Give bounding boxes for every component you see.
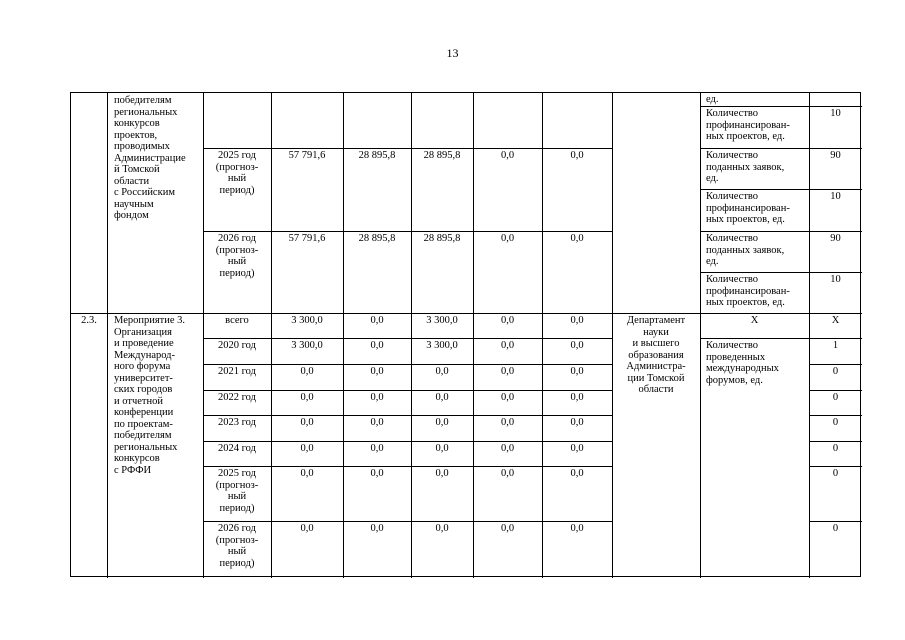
amount-total: 0,0 (300, 468, 314, 479)
indicator-value: 0 (832, 417, 839, 428)
amount-cell: 0,0 (500, 523, 515, 534)
amount-cell: 0,0 (570, 366, 584, 377)
amount-cell: 0,0 (500, 233, 515, 244)
amount-cell: 0,0 (500, 315, 515, 326)
indicator-value: 90 (830, 233, 841, 244)
grid-line-h (700, 338, 862, 339)
grid-line-h (203, 390, 612, 391)
grid-line-h (700, 148, 862, 149)
grid-line-v (809, 93, 810, 578)
grid-line-h (700, 106, 862, 107)
amount-cell: 0,0 (500, 443, 515, 454)
indicator-value: 0 (832, 366, 839, 377)
year-cell: 2023 год (218, 417, 256, 428)
year-cell: 2024 год (218, 443, 256, 454)
executor-cell: Департамент науки и высшего образования Администра- ции Томской области (626, 315, 686, 395)
grid-line-v (343, 93, 344, 578)
grid-line-h (700, 189, 862, 190)
year-cell: 2025 год (прогноз- ный период) (215, 468, 259, 514)
grid-line-h (700, 231, 862, 232)
indicator-label: ед. (706, 94, 719, 105)
amount-cell: 0,0 (370, 417, 384, 428)
grid-line-h (203, 231, 612, 232)
amount-cell: 0,0 (570, 417, 584, 428)
grid-line-h (700, 272, 862, 273)
grid-line-v (411, 93, 412, 578)
grid-line-h (809, 415, 862, 416)
indicator-value: 1 (832, 340, 839, 351)
page-number: 13 (446, 46, 459, 60)
measure-description: победителям региональных конкурсов проектов, проводимых Администрацие й Томской области с Российским научным фондом (114, 95, 186, 221)
program-table (70, 92, 861, 577)
grid-line-h (203, 364, 612, 365)
year-cell: 2026 год (прогноз- ный период) (215, 233, 259, 279)
amount-cell: 0,0 (570, 443, 584, 454)
amount-cell: 28 895,8 (423, 150, 461, 161)
grid-line-h (203, 521, 612, 522)
year-cell: 2021 год (218, 366, 256, 377)
grid-line-v (700, 93, 701, 578)
indicator-label: Количество профинансирован- ных проектов, ед. (706, 108, 790, 142)
year-cell: 2025 год (прогноз- ный период) (215, 150, 259, 196)
amount-cell: 0,0 (370, 315, 384, 326)
amount-total: 0,0 (300, 366, 314, 377)
grid-line-h (809, 441, 862, 442)
indicator-value: 0 (832, 443, 839, 454)
grid-line-v (107, 93, 108, 578)
amount-cell: 0,0 (435, 443, 449, 454)
amount-cell: 0,0 (435, 468, 449, 479)
amount-total: 57 791,6 (288, 233, 326, 244)
year-cell: 2022 год (218, 392, 256, 403)
grid-line-h (809, 521, 862, 522)
grid-line-v (542, 93, 543, 578)
indicator-label: Количество поданных заявок, ед. (706, 150, 785, 184)
amount-cell: 0,0 (570, 468, 584, 479)
amount-cell: 0,0 (370, 523, 384, 534)
amount-cell: 0,0 (570, 233, 584, 244)
grid-line-h (809, 390, 862, 391)
grid-line-h (203, 441, 612, 442)
amount-cell: 0,0 (570, 392, 584, 403)
amount-cell: 0,0 (435, 417, 449, 428)
amount-total: 3 300,0 (291, 315, 323, 326)
amount-cell: 0,0 (370, 366, 384, 377)
amount-total: 57 791,6 (288, 150, 326, 161)
amount-cell: 0,0 (435, 392, 449, 403)
year-cell: 2026 год (прогноз- ный период) (215, 523, 259, 569)
grid-line-h (809, 364, 862, 365)
amount-cell: 0,0 (500, 417, 515, 428)
amount-cell: 0,0 (435, 523, 449, 534)
amount-cell: 0,0 (570, 150, 584, 161)
amount-cell: 0,0 (500, 366, 515, 377)
indicator-label: Количество профинансирован- ных проектов, ед. (706, 191, 790, 225)
amount-total: 0,0 (300, 523, 314, 534)
indicator-value: 0 (832, 523, 839, 534)
grid-line-v (473, 93, 474, 578)
amount-cell: 0,0 (500, 340, 515, 351)
indicator-label: Количество проведенных международных форумов, ед. (706, 340, 779, 386)
indicator-value: 0 (832, 392, 839, 403)
amount-cell: 0,0 (570, 340, 584, 351)
indicator-value: 10 (830, 191, 841, 202)
grid-line-v (271, 93, 272, 578)
indicator-value: 0 (832, 468, 839, 479)
amount-cell: 0,0 (370, 340, 384, 351)
year-cell: 2020 год (218, 340, 256, 351)
grid-line-h (203, 148, 612, 149)
amount-total: 3 300,0 (291, 340, 323, 351)
amount-cell: 3 300,0 (426, 315, 458, 326)
amount-cell: 0,0 (500, 468, 515, 479)
grid-line-h (203, 415, 612, 416)
indicator-value: 10 (830, 274, 841, 285)
grid-line-h (203, 466, 612, 467)
indicator-header: Х (750, 315, 759, 326)
amount-cell: 0,0 (570, 523, 584, 534)
measure-description: Мероприятие 3. Организация и проведение Международ- ного форума университет- ских городов и отчетной конференции по проектам- победителям региональных конкурсов с РФФИ (114, 315, 186, 476)
grid-line-h (809, 466, 862, 467)
indicator-label: Количество профинансирован- ных проектов, ед. (706, 274, 790, 308)
amount-cell: 28 895,8 (358, 233, 396, 244)
year-cell: всего (225, 315, 249, 326)
amount-cell: 0,0 (370, 468, 384, 479)
amount-total: 0,0 (300, 417, 314, 428)
grid-line-h (203, 338, 612, 339)
amount-cell: 0,0 (500, 392, 515, 403)
amount-cell: 0,0 (370, 392, 384, 403)
amount-total: 0,0 (300, 392, 314, 403)
amount-cell: 0,0 (500, 150, 515, 161)
indicator-value: 10 (830, 108, 841, 119)
amount-cell: 0,0 (435, 366, 449, 377)
amount-total: 0,0 (300, 443, 314, 454)
amount-cell: 28 895,8 (423, 233, 461, 244)
indicator-label: Количество поданных заявок, ед. (706, 233, 785, 267)
amount-cell: 0,0 (570, 315, 584, 326)
grid-line-h (71, 313, 862, 314)
amount-cell: 28 895,8 (358, 150, 396, 161)
value-header: Х (831, 315, 840, 326)
indicator-value: 90 (830, 150, 841, 161)
amount-cell: 0,0 (370, 443, 384, 454)
amount-cell: 3 300,0 (426, 340, 458, 351)
row-number: 2.3. (81, 315, 97, 326)
